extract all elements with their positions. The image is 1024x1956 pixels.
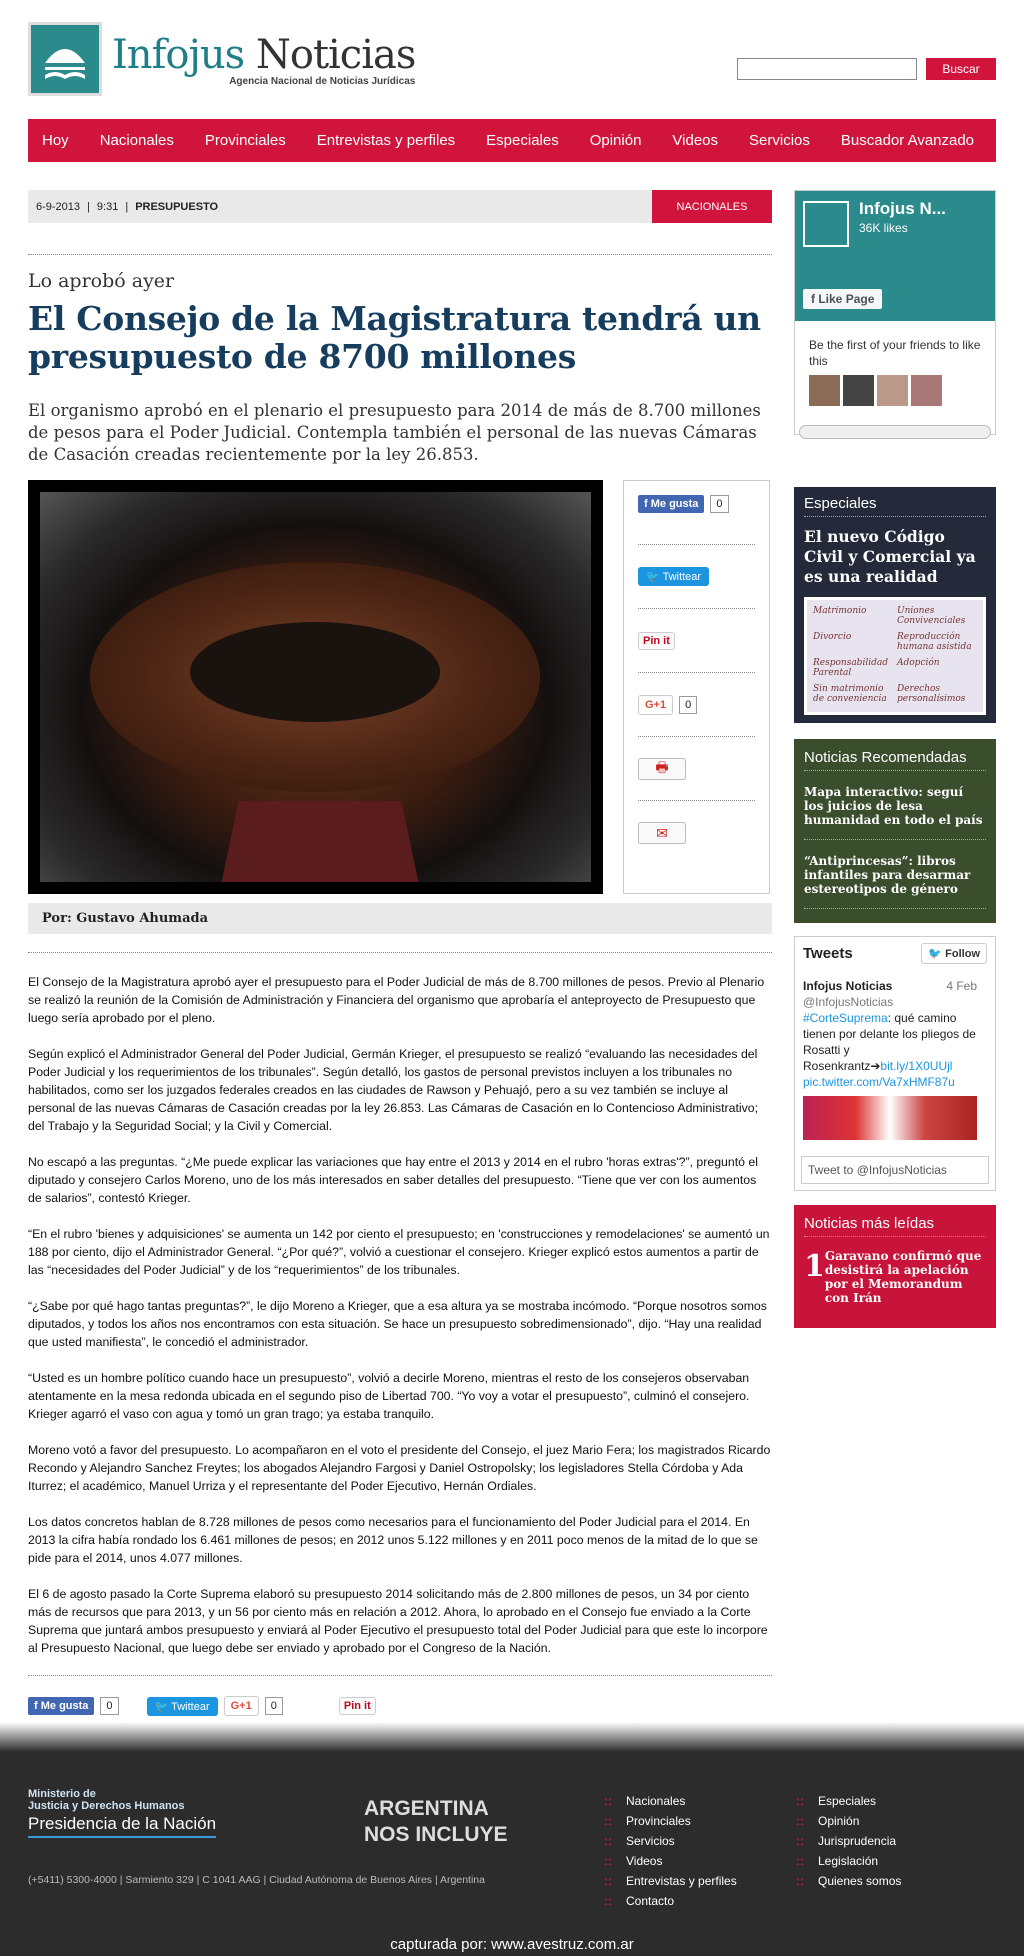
article-topic: PRESUPUESTO [135, 200, 219, 213]
mas-leida-item[interactable]: Garavano confirmó que desistirá la apelación por el Memorandum con Irán [824, 1249, 982, 1305]
especiales-title: Especiales [804, 495, 986, 517]
envelope-icon[interactable]: ✉ [638, 822, 686, 844]
tweets-title: Tweets [803, 945, 853, 962]
mas-leidas-title: Noticias más leídas [804, 1215, 986, 1237]
article [28, 190, 772, 1716]
argentina-slogan: ARGENTINA NOS INCLUYE [364, 1797, 508, 1846]
capture-watermark: capturada por: www.avestruz.com.ar [390, 1936, 634, 1953]
article-paragraph: “En el rubro 'bienes y adquisiciones' se aumenta un 142 por ciento el presupuesto; en 'construcciones y remodelaciones' se aumentó un 188 por ciento, dijo el Administrador General. “¿Por qué?”, volvió a cuestionar el consejero. Krieger explicó estos aumentos a partir de las “necesidades del Poder Judicial” y de los “requerimientos” de los tribunales. [28, 1227, 770, 1277]
especiales-headline[interactable]: El nuevo Código Civil y Comercial ya es una realidad [804, 527, 976, 586]
pin-it-button[interactable]: Pin it [638, 632, 675, 650]
article-body [28, 973, 772, 1657]
logo-emblem-icon [28, 22, 102, 96]
codigo-civil-promo-image[interactable]: Matrimonio Uniones Convivenciales Divorcio Reproducción humana asistida Responsabilidad Parental Adopción Sin matrimonio de conveniencia Derechos personalísimos [804, 597, 986, 715]
section-tag[interactable]: NACIONALES [652, 190, 772, 223]
article-date: 6-9-2013 [36, 200, 81, 213]
tweet-button-bottom[interactable]: 🐦 Twittear [147, 1697, 218, 1716]
article-lede: El organismo aprobó en el plenario el presupuesto para 2014 de más de 8.700 millones de pesos para el Poder Judicial. Contempla también el personal de las nuevas Cámaras de Casación creadas recientemente por la ley 26.853. [28, 401, 761, 464]
like-page-button[interactable]: f Like Page [803, 289, 882, 309]
article-paragraph: Moreno votó a favor del presupuesto. Lo acompañaron en el voto el presidente del Consejo, el juez Mario Fera; los magistrados Ricardo Recondo y Alejandro Sanchez Freytes; los abogados Alejandro Fargosi y Daniel Ostropolsky; los legisladores Stella Córdoba y Ada Iturrez; el académico, Manuel Urriza y el representante del Poder Ejecutivo, Hernán Ordiales. [28, 1443, 771, 1493]
tweet-image[interactable] [803, 1096, 977, 1140]
footer-link[interactable]: :: Servicios [604, 1834, 737, 1848]
nav-item-buscador[interactable]: Buscador Avanzado [840, 132, 975, 149]
especiales-box [794, 487, 996, 723]
like-count: 0 [710, 495, 728, 513]
tweet-handle[interactable]: @InfojusNoticias [803, 995, 894, 1009]
article-paragraph: “Usted es un hombre político cuando hace un presupuesto”, volvió a decirle Moreno, mientras el resto de los consejeros observaban atentamente en la mesa redonda ubicada en el segundo piso de Libertad 700. “Yo voy a votar el presupuesto”, culminó el consejero. Krieger agarró el vaso con agua y tomó un gran trago; ya estaba tranquilo. [28, 1371, 750, 1421]
bottom-share-bar [28, 1696, 772, 1716]
footer-link[interactable]: :: Especiales [796, 1794, 901, 1808]
nav-item-servicios[interactable]: Servicios [749, 132, 810, 149]
sidebar [794, 190, 996, 1328]
friend-avatars [809, 375, 981, 406]
mas-leidas-box [794, 1205, 996, 1328]
footer-links-col1 [604, 1794, 737, 1914]
brand-tagline: Agencia Nacional de Noticias Jurídicas [229, 75, 416, 87]
recomendadas-box [794, 739, 996, 923]
fb-page-name[interactable]: Infojus N... [859, 199, 946, 218]
brand-name: Infojus Noticias [112, 31, 416, 78]
tweet-pic-link[interactable]: pic.twitter.com/Va7xHMF87u [803, 1075, 955, 1089]
facebook-page-widget [794, 190, 996, 435]
article-time: 9:31 [96, 200, 119, 213]
footer-link[interactable]: :: Quienes somos [796, 1874, 901, 1888]
article-headline: El Consejo de la Magistratura tendrá un presupuesto de 8700 millones [28, 299, 761, 376]
article-paragraph: El 6 de agosto pasado la Corte Suprema elaboró su presupuesto 2014 solicitando más de 2.800 millones de pesos, un 34 por ciento más de recursos que para 2013, y un 56 por ciento más en relación a 2012. Ahora, lo aprobado en el Consejo fue enviado a la Corte Suprema que juntará ambos presupuesto y enviará al Poder Ejecutivo el presupuesto total del Poder Judicial para que este lo incorpore al Presupuesto Nacional, que luego debe ser enviado y aprobado por el Congreso de la Nación. [28, 1587, 768, 1655]
fb-page-likes: 36K likes [859, 221, 908, 235]
article-paragraph: No escapó a las preguntas. “¿Me puede explicar las variaciones que hay entre el 2013 y 2014 en el rubro 'horas extras'?”, preguntó el diputado y consejero Carlos Moreno, uno de los más interesados en saber detalles del presupuesto. “Tiene que ver con los aumentos de salarios”, contestó Krieger. [28, 1155, 758, 1205]
recomendada-item[interactable]: Mapa interactivo: seguí los juicios de lesa humanidad en todo el país [804, 785, 986, 840]
search-input[interactable] [737, 58, 917, 80]
footer-links-col2 [796, 1794, 901, 1894]
nav-item-provinciales[interactable]: Provinciales [204, 132, 286, 149]
gplus-count-bottom: 0 [265, 1697, 283, 1715]
footer-address: (+5411) 5300-4000 | Sarmiento 329 | C 1041 AAG | Ciudad Autónoma de Buenos Aires | Argentina [28, 1874, 485, 1886]
article-paragraph: Los datos concretos hablan de 8.728 millones de pesos como necesarios para el funcionamiento del Poder Judicial para el 2014. En 2013 la cifra había rondado los 6.461 millones de pesos; en 2012 unos 5.122 millones y en 2011 poco menos de la mitad de lo que se pide para el 2014, unos 4.077 millones. [28, 1515, 758, 1565]
recomendada-item[interactable]: “Antiprincesas”: libros infantiles para desarmar estereotipos de género [804, 854, 986, 909]
search-button[interactable]: Buscar [926, 58, 996, 80]
article-paragraph: El Consejo de la Magistratura aprobó ayer el presupuesto para el Poder Judicial de más de 8.700 millones de pesos. Previo al Plenario se realizó la reunión de la Comisión de Administración y Financiera del organismo que aprobaría el anteproyecto de Presupuesto que luego sería aprobado por el pleno. [28, 975, 765, 1025]
tweet-author[interactable]: Infojus Noticias [803, 979, 893, 993]
main-nav [28, 119, 996, 162]
page-avatar [803, 201, 849, 247]
nav-item-opinion[interactable]: Opinión [589, 132, 642, 149]
google-plus-button[interactable]: G+1 [638, 695, 673, 715]
facebook-like-button-bottom[interactable]: f Me gusta [28, 1697, 94, 1715]
share-panel [623, 480, 770, 894]
horizontal-scrollbar[interactable] [799, 425, 991, 439]
tweet-link[interactable]: bit.ly/1X0UUjl [880, 1059, 953, 1073]
nav-item-nacionales[interactable]: Nacionales [99, 132, 174, 149]
footer-link[interactable]: :: Nacionales [604, 1794, 737, 1808]
nav-item-entrevistas[interactable]: Entrevistas y perfiles [316, 132, 456, 149]
site-footer [0, 1752, 1024, 1956]
article-paragraph: “¿Sabe por qué hago tantas preguntas?”, le dijo Moreno a Krieger, que a esa altura ya se mostraba incómodo. “Porque nosotros somos diputados, y todos los años nos encontramos con esta situación. Se hace un presupuesto sobredimensionado”, dijo. “Hay una realidad que usted manifiesta”, le concedió el administrador. [28, 1299, 767, 1349]
article-paragraph: Según explicó el Administrador General del Poder Judicial, Germán Krieger, el presupuesto se realizó “evaluando las necesidades del Poder Judicial y los requerimientos de los tribunales”. Según detalló, los gastos de personal previstos incluyen a los tribunales no habilitados, como ser los juzgados federales creados en las ciudades de Rawson y Pehuajó, pero a su vez también se incluye al personal de las nuevas Cámaras de Casación creadas por la ley 26.853. Las Cámaras de Casación en lo Contencioso Administrativo; del Trabajo y la Seguridad Social; y la Civil y Comercial. [28, 1047, 759, 1133]
nav-item-especiales[interactable]: Especiales [486, 132, 559, 149]
printer-icon[interactable]: 🖶 [638, 758, 686, 780]
tweet-to-input[interactable]: Tweet to @InfojusNoticias [801, 1156, 989, 1184]
footer-link[interactable]: :: Entrevistas y perfiles [604, 1874, 737, 1888]
facebook-like-button[interactable]: f Me gusta [638, 495, 704, 513]
like-count-bottom: 0 [100, 1697, 118, 1715]
tweet-button[interactable]: 🐦 Twittear [638, 567, 709, 586]
ministry-logo[interactable]: Ministerio de Justicia y Derechos Humanos Presidencia de la Nación [28, 1788, 216, 1838]
site-logo[interactable] [28, 22, 415, 96]
pin-it-button-bottom[interactable]: Pin it [339, 1697, 376, 1715]
fb-friends-text: Be the first of your friends to like this [809, 338, 981, 368]
google-plus-button-bottom[interactable]: G+1 [224, 1696, 259, 1716]
footer-link[interactable]: :: Legislación [796, 1854, 901, 1868]
twitter-widget [794, 936, 996, 1191]
footer-link[interactable]: :: Contacto [604, 1894, 737, 1908]
tweet-hashtag[interactable]: #CorteSuprema [803, 1011, 888, 1025]
follow-button[interactable]: 🐦 Follow [921, 943, 987, 964]
article-kicker: Lo aprobó ayer [28, 270, 175, 292]
recomendadas-title: Noticias Recomendadas [804, 749, 986, 771]
nav-item-videos[interactable]: Videos [672, 132, 719, 149]
nav-item-hoy[interactable]: Hoy [42, 132, 69, 149]
tweet-date: 4 Feb [946, 979, 977, 993]
article-author: Por: Gustavo Ahumada [28, 903, 772, 934]
footer-link[interactable]: :: Opinión [796, 1814, 901, 1828]
article-dateline: 6-9-2013 | 9:31 | PRESUPUESTO NACIONALES [28, 190, 772, 223]
footer-link[interactable]: :: Provinciales [604, 1814, 737, 1828]
rank-number: 1 [804, 1249, 825, 1284]
footer-link[interactable]: :: Videos [604, 1854, 737, 1868]
article-photo [28, 480, 603, 894]
search-bar [737, 58, 996, 80]
tweet: Infojus Noticias 4 Feb @InfojusNoticias #CorteSuprema: qué camino tienen por delante los pliegos de Rosatti y Rosenkrantz➔bit.ly/1X0UUjl pic.twitter.com/Va7xHMF87u [803, 978, 987, 1140]
footer-link[interactable]: :: Jurisprudencia [796, 1834, 901, 1848]
gplus-count: 0 [679, 696, 697, 714]
